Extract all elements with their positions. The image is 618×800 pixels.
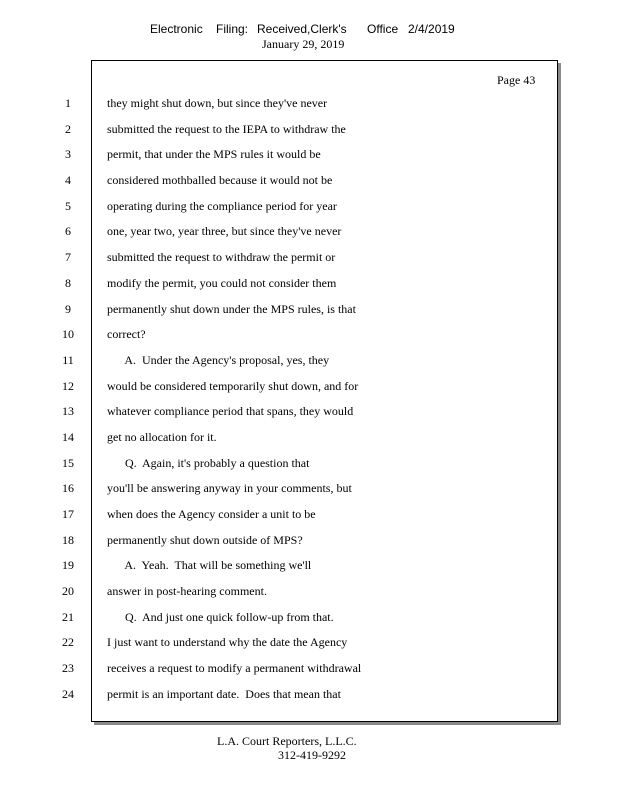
transcript-line bbox=[0, 224, 618, 250]
hearing-date: January 29, 2019 bbox=[262, 37, 345, 51]
line-number: 4 bbox=[65, 173, 71, 188]
line-number: 22 bbox=[62, 635, 74, 650]
transcript-line bbox=[0, 327, 618, 353]
transcript-line bbox=[0, 302, 618, 328]
transcript-line bbox=[0, 610, 618, 636]
court-reporter-name: L.A. Court Reporters, L.L.C. bbox=[217, 734, 357, 748]
transcript-line bbox=[0, 687, 618, 713]
line-number: 19 bbox=[62, 558, 74, 573]
line-text: Q. Again, it's probably a question that bbox=[107, 455, 310, 470]
line-text: Q. And just one quick follow-up from that. bbox=[107, 609, 334, 624]
line-number: 20 bbox=[62, 584, 74, 599]
transcript-line bbox=[0, 199, 618, 225]
line-number: 13 bbox=[62, 404, 74, 419]
line-text: A. Under the Agency's proposal, yes, they bbox=[107, 352, 330, 367]
line-number: 15 bbox=[62, 455, 74, 470]
line-number: 1 bbox=[65, 96, 71, 110]
line-number: 5 bbox=[65, 198, 71, 213]
transcript-line bbox=[0, 584, 618, 610]
transcript-body bbox=[0, 96, 618, 713]
line-number: 9 bbox=[65, 301, 71, 316]
stamp-word: Electronic bbox=[150, 22, 203, 36]
line-number: 24 bbox=[62, 686, 74, 701]
line-number: 12 bbox=[62, 378, 74, 393]
line-number: 2 bbox=[65, 121, 71, 136]
transcript-line bbox=[0, 430, 618, 456]
line-text: A. Yeah. That will be something we'll bbox=[107, 558, 312, 573]
line-text: you'll be answering anyway in your comments, but bbox=[107, 481, 352, 496]
line-number: 14 bbox=[62, 429, 74, 444]
transcript-line bbox=[0, 404, 618, 430]
line-text: modify the permit, you could not consider them bbox=[107, 275, 337, 290]
transcript-line bbox=[0, 456, 618, 482]
transcript-line bbox=[0, 96, 618, 122]
transcript-line bbox=[0, 147, 618, 173]
line-number: 21 bbox=[62, 609, 74, 624]
line-number: 11 bbox=[62, 352, 74, 367]
transcript-line bbox=[0, 379, 618, 405]
stamp-word: Office bbox=[367, 22, 399, 36]
line-number: 23 bbox=[62, 661, 74, 676]
line-text: one, year two, year three, but since they've never bbox=[107, 224, 342, 239]
stamp-word: Received,Clerk's bbox=[257, 22, 347, 36]
line-number: 3 bbox=[65, 147, 71, 162]
line-text: whatever compliance period that spans, they would bbox=[107, 404, 354, 419]
line-text: submitted the request to the IEPA to withdraw the bbox=[107, 121, 346, 136]
transcript-line bbox=[0, 250, 618, 276]
transcript-line bbox=[0, 507, 618, 533]
line-number: 18 bbox=[62, 532, 74, 547]
line-text: answer in post-hearing comment. bbox=[107, 584, 267, 599]
line-text: submitted the request to withdraw the permit or bbox=[107, 250, 336, 265]
transcript-line bbox=[0, 173, 618, 199]
transcript-line bbox=[0, 353, 618, 379]
court-reporter-phone: 312-419-9292 bbox=[278, 748, 346, 762]
stamp-word: Filing: bbox=[216, 22, 249, 36]
line-text: receives a request to modify a permanent withdrawal bbox=[107, 661, 362, 676]
transcript-line bbox=[0, 661, 618, 687]
line-text: I just want to understand why the date the Agency bbox=[107, 635, 348, 650]
line-text: they might shut down, but since they've never bbox=[107, 96, 328, 110]
line-text: when does the Agency consider a unit to be bbox=[107, 507, 316, 521]
line-text: would be considered temporarily shut down, and for bbox=[107, 378, 359, 393]
transcript-line bbox=[0, 635, 618, 661]
line-number: 10 bbox=[62, 327, 74, 342]
line-text: permit is an important date. Does that mean that bbox=[107, 686, 341, 701]
page-number: Page 43 bbox=[497, 73, 536, 87]
line-text: considered mothballed because it would not be bbox=[107, 173, 333, 188]
line-text: permanently shut down under the MPS rules, is that bbox=[107, 301, 356, 316]
transcript-line bbox=[0, 481, 618, 507]
transcript-line bbox=[0, 533, 618, 559]
line-text: operating during the compliance period for year bbox=[107, 198, 337, 213]
line-text: get no allocation for it. bbox=[107, 429, 217, 444]
line-number: 7 bbox=[65, 250, 71, 265]
line-text: permit, that under the MPS rules it would be bbox=[107, 147, 321, 162]
stamp-word: 2/4/2019 bbox=[408, 22, 455, 36]
transcript-line bbox=[0, 558, 618, 584]
line-number: 6 bbox=[65, 224, 71, 239]
line-text: correct? bbox=[107, 327, 146, 342]
line-text: permanently shut down outside of MPS? bbox=[107, 532, 303, 547]
transcript-line bbox=[0, 122, 618, 148]
line-number: 8 bbox=[65, 275, 71, 290]
line-number: 17 bbox=[62, 507, 74, 521]
line-number: 16 bbox=[62, 481, 74, 496]
transcript-line bbox=[0, 276, 618, 302]
